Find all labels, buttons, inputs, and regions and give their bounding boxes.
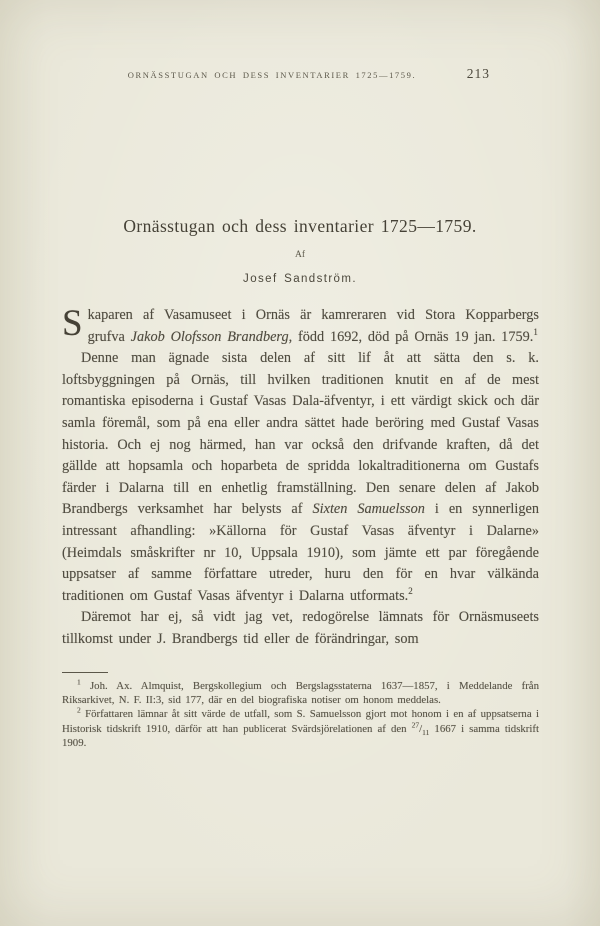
paragraph-2-text-2: i en synnerligen intressant afhandling: »Källorna för Gustaf Vasas äfventyr i Dalarne» (Heimdals småskrifter nr 10, Uppsala 1910), som jämte ett par föregående uppsatser af samme författare utreder, huru den för en hvar välkända traditionen om Gustaf Vasas äfventyr i Dalarna utformats. xyxy=(62,501,539,604)
footnote-2-date-numerator: 27 xyxy=(411,720,420,730)
footnote-2-date-slash: / xyxy=(419,722,423,735)
paragraph-3 xyxy=(62,607,539,650)
footnote-ref-1: 1 xyxy=(533,326,538,337)
drop-cap: S xyxy=(62,303,83,344)
footnote-2-date-fraction xyxy=(411,720,430,737)
paragraph-3-text: Däremot har ej, så vidt jag vet, redogörelse lämnats för Ornäsmuseets tillkomst under J. Brandbergs tid eller de förändringar, som xyxy=(62,609,539,647)
paragraph-1 xyxy=(62,305,539,348)
paragraph-1-text: kaparen af Vasamuseet i Ornäs är kamreraren vid Stora Kopparbergs grufva xyxy=(87,307,539,345)
footnote-1 xyxy=(62,679,539,707)
footnote-separator-rule xyxy=(62,672,108,673)
running-head xyxy=(62,66,538,88)
paragraph-1-italic-name: Jakob Olofsson Brandberg xyxy=(130,328,289,345)
paragraph-2-text: Denne man ägnade sista delen af sitt lif åt att sätta den s. k. loftsbyggningen på Ornäs, till hvilken traditionen knutit en af de mest romantiska episoderna i Gustaf Vasas Dala-äfventyr, i ett värdigt skick och där samla föremål, som på ena eller andra sättet hade beröring med Gustaf Vasas historia. Och ej nog härmed, han var också den drifvande kraften, då det gällde att hopsamla och hoparbeta de spridda lokaltraditionerna om Gustafs färder i Dalarna till en enhetlig framställning. Den senare delen af Jakob Brandbergs verksamhet har belysts af xyxy=(62,350,539,518)
footnote-2-text: Författaren lämnar åt sitt värde de utfall, som S. Samuelsson gjort mot honom i en af uppsatserna i Historisk tidskrift 1910, därför att han publicerat Svärdsjörelationen af den xyxy=(62,708,539,735)
paragraph-2 xyxy=(62,348,539,607)
footnote-ref-2: 2 xyxy=(408,585,413,596)
footnote-2-date-denominator: 11 xyxy=(422,727,430,737)
paragraph-2-italic-name: Sixten Samuelsson xyxy=(312,501,425,518)
footnote-2 xyxy=(62,707,539,750)
article-body xyxy=(62,305,539,651)
article-title: Ornässtugan och dess inventarier 1725—1759. xyxy=(123,216,477,236)
title-block xyxy=(62,216,538,285)
footnote-2-text-2: 1667 i samma tidskrift 1909. xyxy=(62,722,540,749)
paragraph-1-text-2: , född 1692, död på Ornäs 19 jan. 1759. xyxy=(288,328,534,345)
page-number: 213 xyxy=(466,66,490,81)
running-head-title: ORNÄSSTUGAN OCH DESS INVENTARIER 1725—1759. xyxy=(127,70,417,80)
author-name: Josef Sandström. xyxy=(243,273,357,285)
footnote-1-marker: 1 xyxy=(77,677,81,687)
footnotes xyxy=(62,679,539,750)
footnote-2-marker: 2 xyxy=(77,705,81,715)
byline-prefix: Af xyxy=(294,250,306,260)
footnote-1-text: Joh. Ax. Almquist, Bergskollegium och Bergslagsstaterna 1637—1857, i Meddelande från Riksarkivet, N. F. II:3, sid 177, där en del biografiska notiser om honom meddelas. xyxy=(62,680,539,707)
